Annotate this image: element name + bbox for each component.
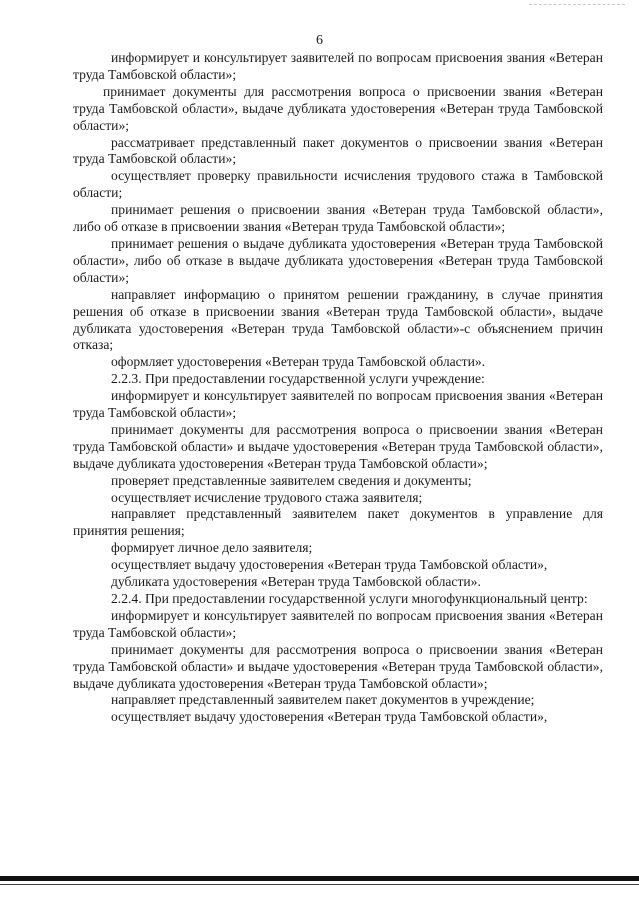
paragraph: принимает документы для рассмотрения вопроса о присвоении звания «Ветеран труда Тамбовской области» и выдаче удостоверения «Ветеран труда Тамбовской области», выдаче дубликата удостоверения «Ветеран труда Тамбовской области»;: [73, 641, 603, 691]
paragraph: направляет информацию о принятом решении гражданину, в случае принятия решения об отказе в присвоении звания «Ветеран труда Тамбовской области», выдаче дубликата удостоверения «Ветеран труда Тамбовской области»-с объяснением причин отказа;: [73, 286, 603, 353]
scan-artifact-top: [529, 4, 625, 8]
paragraph: осуществляет проверку правильности исчисления трудового стажа в Тамбовской области;: [73, 168, 603, 201]
paragraph: принимает документы для рассмотрения вопроса о присвоении звания «Ветеран труда Тамбовской области», выдаче дубликата удостоверения «Ветеран труда Тамбовской области»;: [73, 83, 603, 133]
paragraph: осуществляет выдачу удостоверения «Ветеран труда Тамбовской области»,: [111, 557, 548, 573]
paragraph: осуществляет исчисление трудового стажа заявителя;: [111, 489, 423, 505]
paragraph: оформляет удостоверения «Ветеран труда Тамбовской области».: [111, 354, 486, 370]
paragraph: формирует личное дело заявителя;: [111, 540, 313, 556]
paragraph: информирует и консультирует заявителей по вопросам присвоения звания «Ветеран труда Тамбовской области»;: [73, 50, 603, 82]
scan-artifact-bottom-bar: [0, 876, 639, 881]
paragraph: проверяет представленные заявителем сведения и документы;: [111, 472, 472, 488]
paragraph: принимает решения о выдаче дубликата удостоверения «Ветеран труда Тамбовской области», либо об отказе в выдаче дубликата удостоверения «Ветеран труда Тамбовской области»;: [73, 235, 603, 285]
paragraph: направляет представленный заявителем пакет документов в управление для принятия решения;: [73, 506, 603, 539]
paragraph: информирует и консультирует заявителей по вопросам присвоения звания «Ветеран труда Тамбовской области»;: [73, 607, 603, 640]
paragraph: информирует и консультирует заявителей по вопросам присвоения звания «Ветеран труда Тамбовской области»;: [73, 388, 603, 421]
paragraph: принимает документы для рассмотрения вопроса о присвоении звания «Ветеран труда Тамбовской области» и выдаче удостоверения «Ветеран труда Тамбовской области», выдаче дубликата удостоверения «Ветеран труда Тамбовской области»;: [73, 421, 603, 471]
section-heading-2-2-3: 2.2.3. При предоставлении государственной услуги учреждение:: [111, 371, 485, 387]
paragraph: направляет представленный заявителем пакет документов в учреждение;: [111, 692, 535, 708]
paragraph: рассматривает представленный пакет документов о присвоении звания «Ветеран труда Тамбовской области»;: [73, 134, 603, 167]
paragraph: дубликата удостоверения «Ветеран труда Тамбовской области».: [111, 574, 481, 590]
paragraph: осуществляет выдачу удостоверения «Ветеран труда Тамбовской области»,: [111, 709, 548, 725]
section-heading-2-2-4: 2.2.4. При предоставлении государственной услуги многофункциональный центр:: [111, 591, 588, 606]
paragraph: принимает решения о присвоении звания «Ветеран труда Тамбовской области», либо об отказе в присвоении звания «Ветеран труда Тамбовской области»;: [73, 202, 603, 235]
page-number: 6: [316, 33, 323, 48]
document-body: [73, 50, 603, 726]
scan-artifact-bottom-line: [0, 884, 639, 885]
